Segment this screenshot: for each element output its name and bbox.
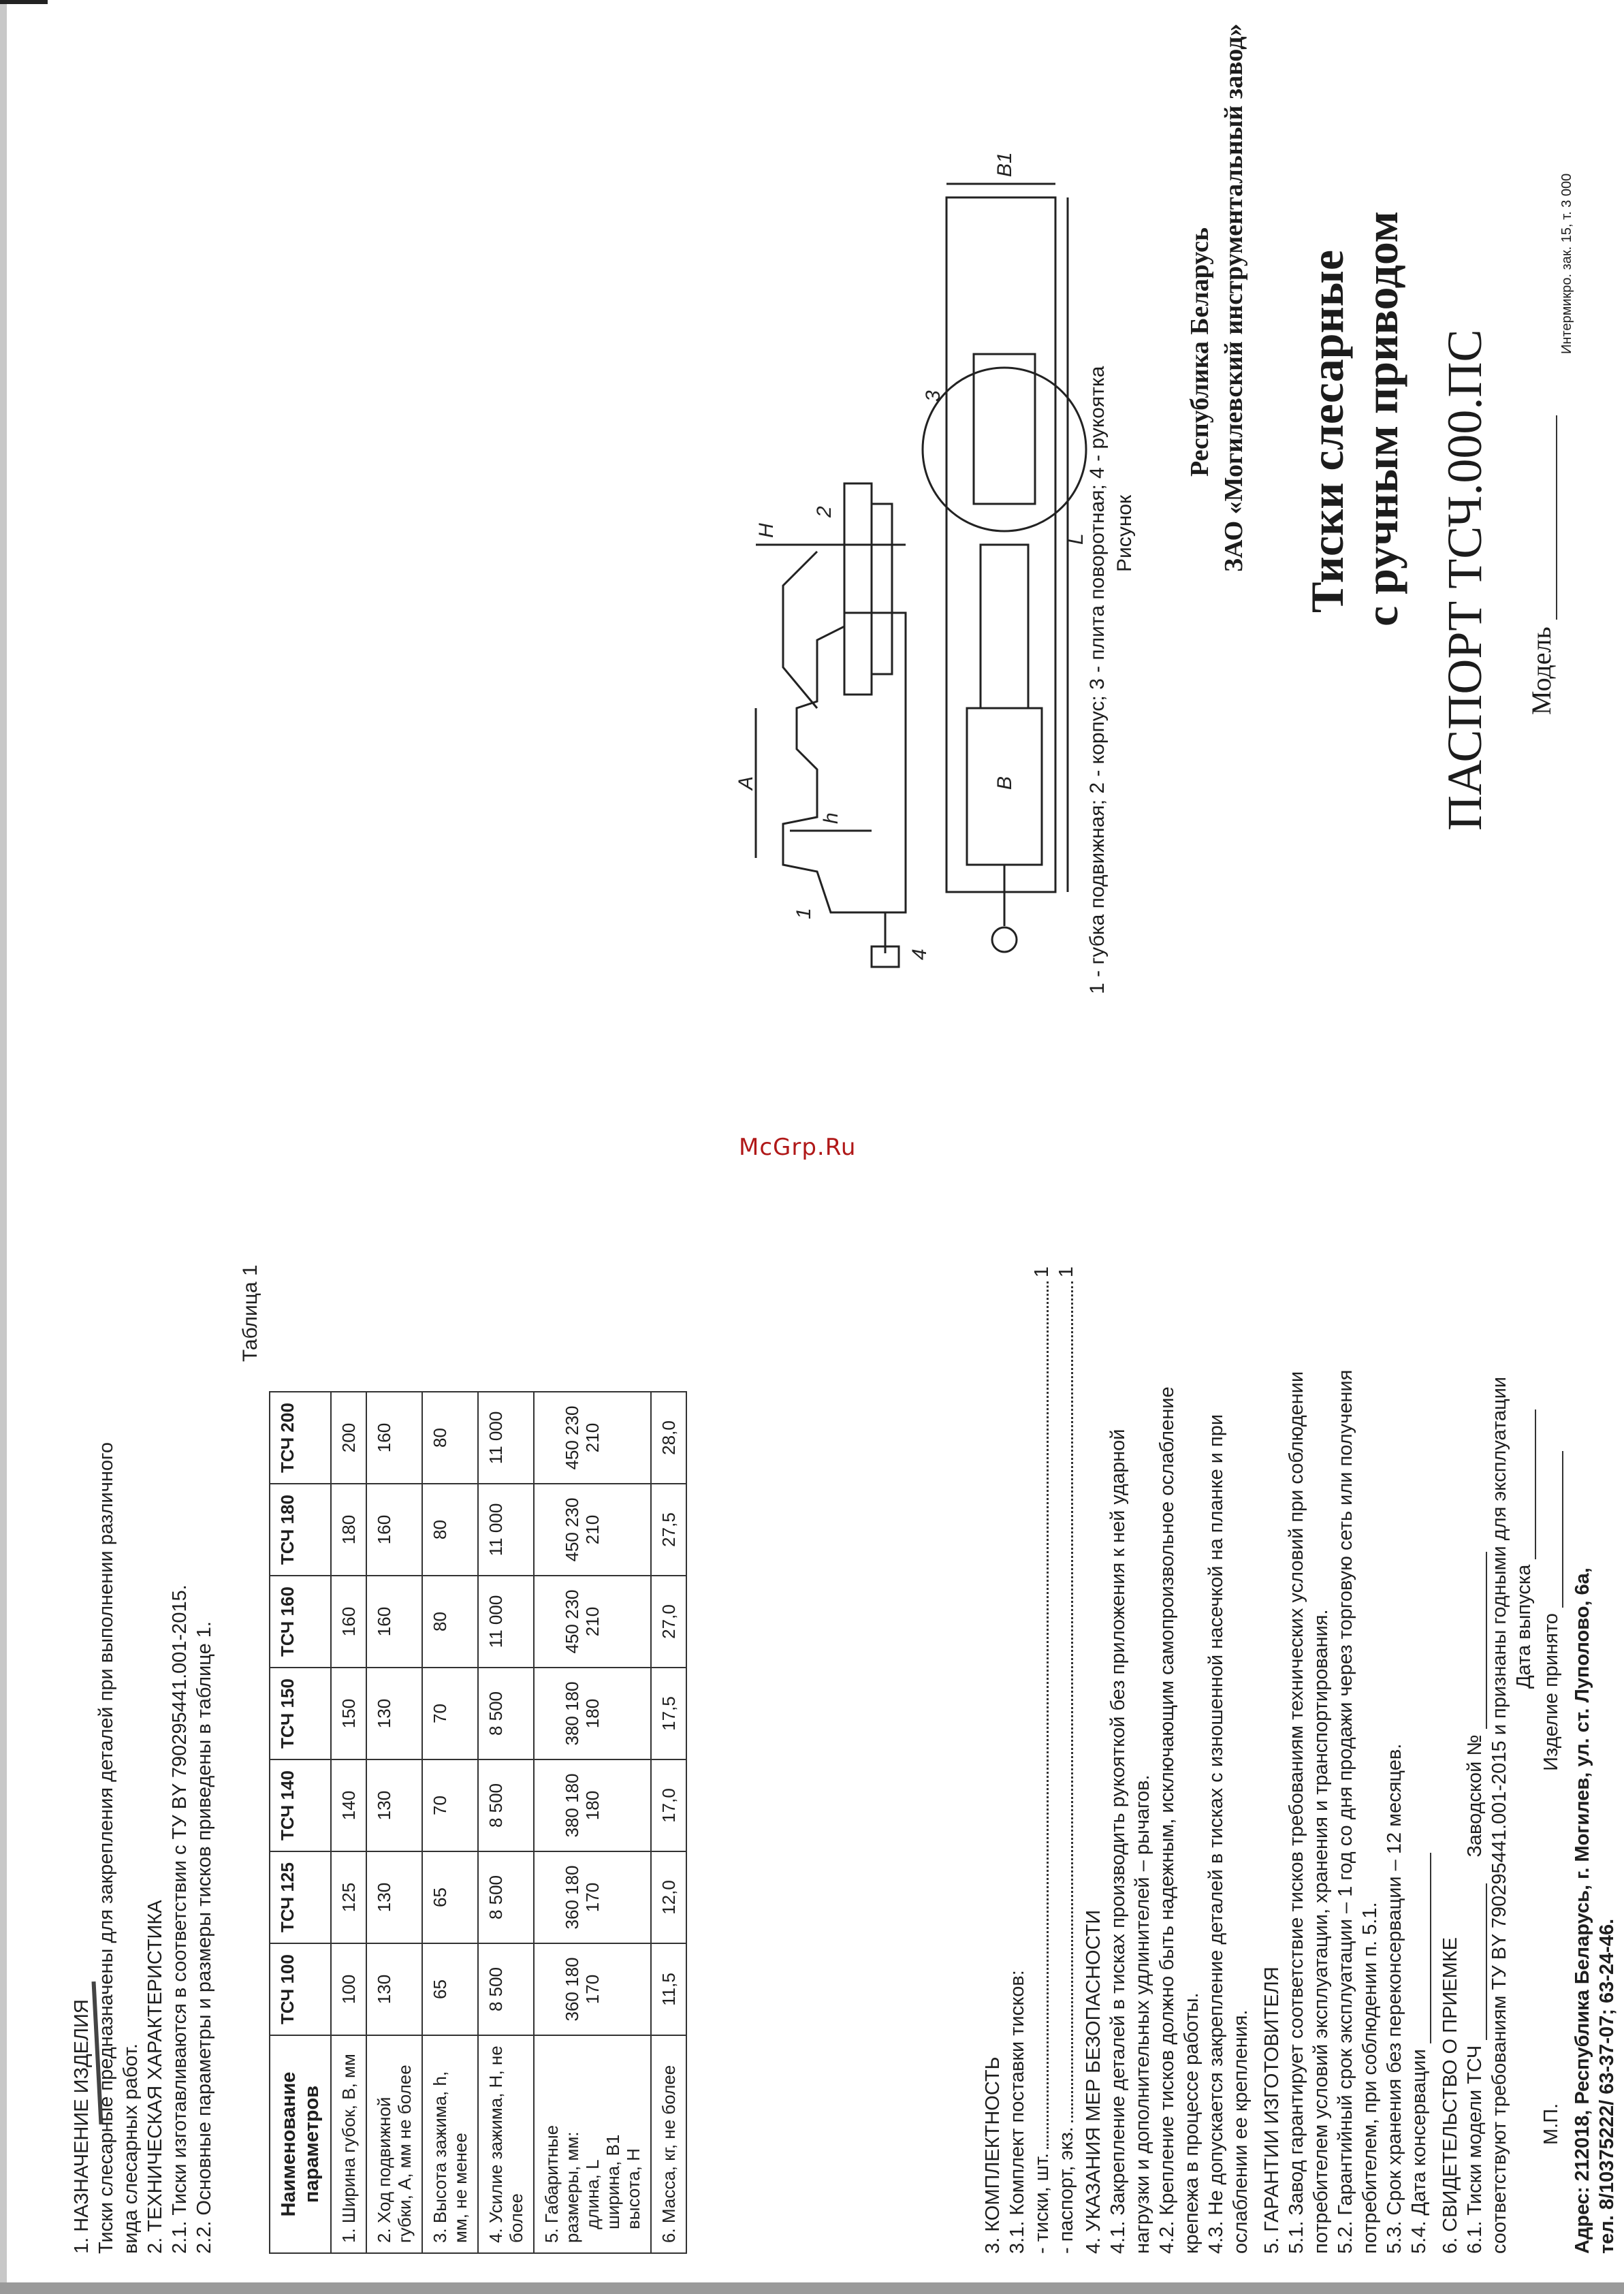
section4-l1: 4.1. Закрепление деталей в тисках производить рукояткой без приложения к ней ударной bbox=[1107, 1429, 1129, 2254]
printer-note: Интермикро. зак. 15, т. 3 000 bbox=[1559, 173, 1574, 354]
cover-country: Республика Беларусь bbox=[1185, 227, 1214, 477]
date-line bbox=[1412, 1853, 1431, 2043]
section2-heading: 2. ТЕХНИЧЕСКАЯ ХАРАКТЕРИСТИКА bbox=[144, 1900, 166, 2254]
cell: 450 230 210 bbox=[534, 1576, 651, 1668]
section6-heading: 6. СВИДЕТЕЛЬСТВО О ПРИЕМКЕ bbox=[1439, 1937, 1461, 2254]
table-row bbox=[366, 1392, 422, 2253]
section6-l1a: 6.1. Тиски модели ТСЧ bbox=[1464, 2045, 1486, 2254]
cell: 27,0 bbox=[651, 1576, 686, 1668]
row-name: 6. Масса, кг, не более bbox=[651, 2035, 686, 2253]
table-header-model: ТСЧ 140 bbox=[270, 1759, 331, 1851]
section1-line2: вида слесарных работ. bbox=[120, 2043, 142, 2254]
row-name-main: 5. Габаритные размеры, мм: bbox=[541, 2124, 582, 2243]
slide bbox=[981, 545, 1028, 708]
fig-label-2: 2 bbox=[813, 506, 835, 517]
vise-drawing bbox=[735, 41, 1087, 994]
fig-label-H: Н bbox=[755, 523, 778, 538]
row-name bbox=[534, 2035, 651, 2253]
cell: 360 180 170 bbox=[534, 1851, 651, 1943]
table-row bbox=[422, 1392, 478, 2253]
section5-l3: 5.2. Гарантийный срок эксплуатации – 1 год со дня продажи через торговую сеть или получения bbox=[1335, 1369, 1356, 2254]
kit-item-label: - паспорт, экз. bbox=[1055, 2126, 1077, 2254]
cell: 11 000 bbox=[478, 1392, 534, 1484]
cell: 8 500 bbox=[478, 1943, 534, 2035]
table-header-model: ТСЧ 100 bbox=[270, 1943, 331, 2035]
cell: 65 bbox=[422, 1943, 478, 2035]
cell: 200 bbox=[331, 1392, 366, 1484]
section5-heading: 5. ГАРАНТИИ ИЗГОТОВИТЕЛЯ bbox=[1261, 1966, 1283, 2254]
cell: 130 bbox=[366, 1943, 422, 2035]
fig-label-1: 1 bbox=[793, 908, 815, 919]
figure-caption-title: Рисунок bbox=[1113, 494, 1136, 572]
section5-l5: 5.3. Срок хранения без переконсервации – 12 месяцев. bbox=[1384, 1743, 1405, 2254]
fig-label-3: 3 bbox=[922, 390, 944, 402]
cell: 130 bbox=[366, 1759, 422, 1851]
table-row bbox=[478, 1392, 534, 2253]
cell: 150 bbox=[331, 1668, 366, 1759]
table-header-model: ТСЧ 125 bbox=[270, 1851, 331, 1943]
fig-label-B: В bbox=[993, 776, 1016, 790]
cell: 27,5 bbox=[651, 1484, 686, 1576]
section4-l5: 4.3. Не допускается закрепление деталей в тисках с изношенной насечкой на планке и при bbox=[1205, 1414, 1227, 2254]
cell: 8 500 bbox=[478, 1851, 534, 1943]
cover-model-row bbox=[1525, 415, 1557, 715]
serial-line bbox=[1468, 1552, 1487, 1729]
table-header-model: ТСЧ 200 bbox=[270, 1392, 331, 1484]
cover-model-line bbox=[1538, 415, 1557, 620]
cell: 11 000 bbox=[478, 1576, 534, 1668]
cell: 160 bbox=[366, 1392, 422, 1484]
row-subname: длина, L bbox=[582, 2159, 603, 2229]
kit-item-label: - тиски, шт. bbox=[1031, 2152, 1053, 2254]
table-row bbox=[651, 1392, 686, 2253]
cell: 17,0 bbox=[651, 1759, 686, 1851]
kit-item-qty: 1 bbox=[1031, 1267, 1053, 1278]
section4-l3: 4.2. Крепление тисков должно быть надежным, исключающим самопроизвольное ослабление bbox=[1156, 1386, 1178, 2254]
cell: 130 bbox=[366, 1851, 422, 1943]
section4-l4: крепежа в процессе работы. bbox=[1181, 1992, 1203, 2254]
dotted-leader bbox=[1030, 1281, 1049, 2149]
cell: 17,5 bbox=[651, 1668, 686, 1759]
cell: 28,0 bbox=[651, 1392, 686, 1484]
section1-line1: Тиски слесарные предназначены для закрепления деталей при выполнении различного bbox=[95, 1441, 117, 2254]
cell: 130 bbox=[366, 1668, 422, 1759]
kit-item bbox=[1030, 1267, 1054, 2254]
cover-company: ЗАО «Могилевский инструментальный завод» bbox=[1220, 23, 1248, 572]
fig-label-h: h bbox=[820, 812, 842, 824]
table-row bbox=[534, 1392, 651, 2253]
cell: 11 000 bbox=[478, 1484, 534, 1576]
scan-corner-mark bbox=[0, 0, 48, 4]
table-caption: Таблица 1 bbox=[239, 1264, 261, 1362]
base-foot bbox=[872, 504, 892, 674]
cell: 80 bbox=[422, 1484, 478, 1576]
model-line bbox=[1468, 1883, 1487, 2040]
section6-l1-row bbox=[1463, 1267, 1487, 2254]
specs-table bbox=[269, 1391, 687, 2254]
row-name: 4. Усилие зажима, Н, не более bbox=[478, 2035, 534, 2253]
cell: 65 bbox=[422, 1851, 478, 1943]
section2-p2: 2.2. Основные параметры и размеры тисков приведены в таблице 1. bbox=[193, 1621, 215, 2254]
section6-l1b: Заводской № bbox=[1464, 1734, 1486, 1858]
right-page bbox=[735, 23, 1573, 994]
section4-heading: 4. УКАЗАНИЯ МЕР БЕЗОПАСНОСТИ bbox=[1083, 1909, 1104, 2254]
mp-label: М.П. bbox=[1540, 2103, 1562, 2145]
table-header-row bbox=[270, 1392, 331, 2253]
cover-passport: ПАСПОРТ ТСЧ.000.ПС bbox=[1437, 329, 1492, 831]
date-line bbox=[1517, 1409, 1536, 1559]
body-top bbox=[783, 552, 817, 708]
cell: 100 bbox=[331, 1943, 366, 2035]
cell: 80 bbox=[422, 1392, 478, 1484]
figure-caption: 1 - губка подвижная; 2 - корпус; 3 - плита поворотная; 4 - рукоятка bbox=[1086, 366, 1109, 994]
cell: 450 230 210 bbox=[534, 1484, 651, 1576]
row-name: 3. Высота зажима, h, мм, не менее bbox=[422, 2035, 478, 2253]
cover-title1: Тиски слесарные bbox=[1301, 249, 1353, 613]
cell: 11,5 bbox=[651, 1943, 686, 2035]
row-name: 2. Ход подвижной губки, А, мм не более bbox=[366, 2035, 422, 2253]
cell: 160 bbox=[331, 1576, 366, 1668]
table-header-model: ТСЧ 180 bbox=[270, 1484, 331, 1576]
section1-heading: 1. НАЗНАЧЕНИЕ ИЗДЕЛИЯ bbox=[71, 1999, 93, 2254]
address-l2: тел. 8/10375222/ 63-37-07; 63-24-46. bbox=[1596, 1918, 1618, 2254]
accept-row bbox=[1539, 1267, 1563, 2254]
cell: 160 bbox=[366, 1576, 422, 1668]
cell: 160 bbox=[366, 1484, 422, 1576]
cell: 8 500 bbox=[478, 1759, 534, 1851]
fig-label-4: 4 bbox=[908, 949, 931, 960]
kit-item-qty: 1 bbox=[1055, 1267, 1077, 1278]
section5-l4: потребителем, при соблюдении п. 5.1. bbox=[1359, 1902, 1381, 2254]
accepted-line bbox=[1544, 1451, 1563, 1608]
section3-heading: 3. КОМПЛЕКТНОСТЬ bbox=[982, 2056, 1004, 2254]
date-row bbox=[1512, 1267, 1536, 2254]
section6-l2: соответствуют требованиям ТУ BY 790295441.001-2015 и признаны годными для эксплуатации bbox=[1488, 1376, 1510, 2254]
scan-bottom-edge bbox=[0, 2282, 1624, 2294]
row-subname: высота, Н bbox=[623, 2148, 643, 2229]
cell: 8 500 bbox=[478, 1668, 534, 1759]
cell: 12,0 bbox=[651, 1851, 686, 1943]
section5-l2: потребителем условий эксплуатации, хранения и транспортирования. bbox=[1310, 1609, 1332, 2254]
section5-l1: 5.1. Завод гарантирует соответствие тисков требованиям технических условий при соблюдении bbox=[1286, 1371, 1307, 2254]
cell: 380 180 180 bbox=[534, 1759, 651, 1851]
address-l1: Адрес: 212018, Республика Беларусь, г. Могилев, ул. ст. Луполово, 6а, bbox=[1572, 1567, 1593, 2254]
cell: 140 bbox=[331, 1759, 366, 1851]
fig-label-A: А bbox=[735, 776, 757, 790]
handle-end bbox=[992, 927, 1017, 952]
section3-p1: 3.1. Комплект поставки тисков: bbox=[1006, 1970, 1028, 2254]
fig-label-L: L bbox=[1065, 533, 1087, 545]
cell: 180 bbox=[331, 1484, 366, 1576]
watermark: McGrp.Ru bbox=[739, 1134, 857, 1161]
cell: 450 230 210 bbox=[534, 1392, 651, 1484]
row-subname: ширина, В1 bbox=[603, 2134, 623, 2229]
section4-l2: нагрузки и дополнительных удлинителей – рычагов. bbox=[1132, 1774, 1153, 2254]
table-header-param: Наименование параметров bbox=[270, 2035, 331, 2253]
date-label: Дата выпуска bbox=[1513, 1564, 1535, 1689]
cell: 380 180 180 bbox=[534, 1668, 651, 1759]
jaw-rear bbox=[974, 354, 1035, 504]
cell: 125 bbox=[331, 1851, 366, 1943]
cell: 360 180 170 bbox=[534, 1943, 651, 2035]
accepted-label: Изделие принято bbox=[1540, 1613, 1562, 1771]
cover-title2: с ручным приводом bbox=[1356, 211, 1407, 626]
table-header-model: ТСЧ 150 bbox=[270, 1668, 331, 1759]
fig-label-B1: В1 bbox=[993, 152, 1016, 177]
cell: 80 bbox=[422, 1576, 478, 1668]
dotted-leader bbox=[1054, 1281, 1073, 2122]
cover-model-label: Модель bbox=[1526, 626, 1557, 715]
section2-p1: 2.1. Тиски изготавливаются в соответствии с ТУ BY 790295441.001-2015. bbox=[169, 1584, 191, 2254]
scan-left-edge bbox=[0, 0, 7, 2294]
cell: 70 bbox=[422, 1759, 478, 1851]
table-row bbox=[331, 1392, 366, 2253]
table-header-model: ТСЧ 160 bbox=[270, 1576, 331, 1668]
cell: 70 bbox=[422, 1668, 478, 1759]
base-plate bbox=[844, 483, 872, 695]
kit-item bbox=[1054, 1267, 1079, 2254]
section5-l6-row bbox=[1407, 1267, 1431, 2254]
section4-l6: ослаблении ее крепления. bbox=[1230, 2009, 1252, 2254]
row-name: 1. Ширина губок, В, мм bbox=[331, 2035, 366, 2253]
section5-l6: 5.4. Дата консервации bbox=[1408, 2049, 1430, 2254]
